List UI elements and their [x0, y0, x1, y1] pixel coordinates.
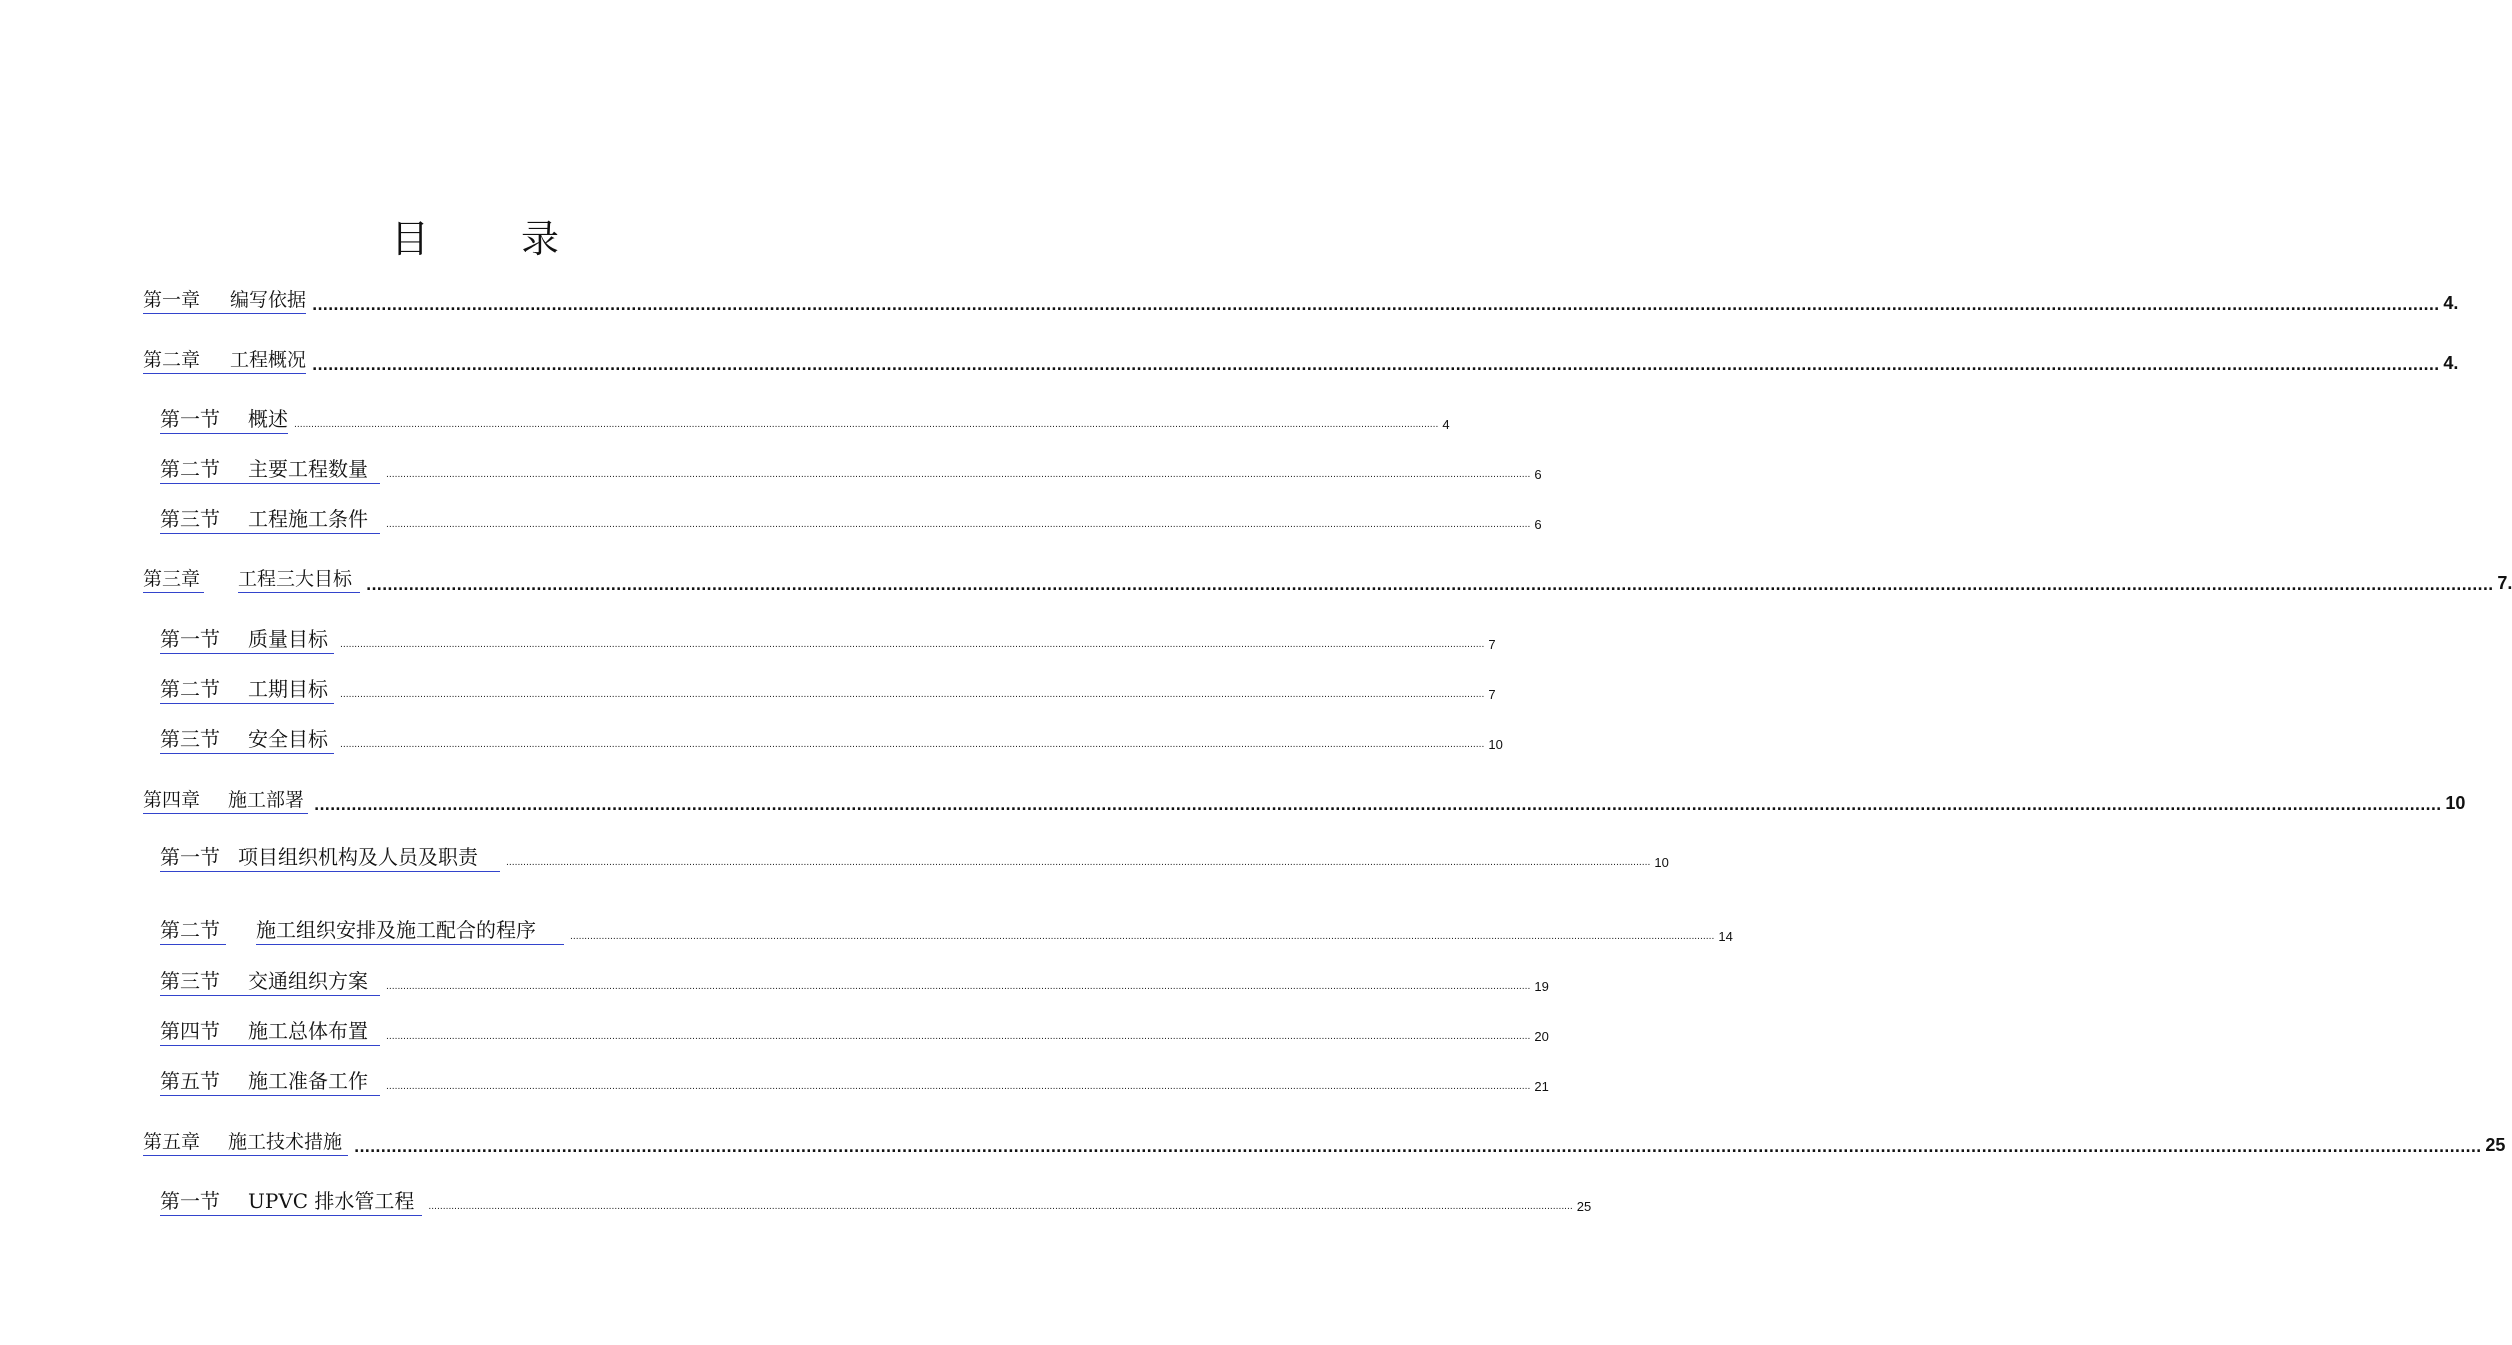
toc-entry-section[interactable] — [160, 457, 1542, 484]
toc-link[interactable] — [160, 1065, 380, 1096]
toc-link[interactable] — [160, 673, 334, 704]
toc-link[interactable] — [143, 564, 360, 594]
toc-page-number: 25 — [2485, 1135, 2506, 1155]
dot-leader: ................................................................................................................................................................................................................................................................................................................................................................................................................ — [386, 1032, 1531, 1042]
toc-number: 第二节 — [160, 457, 220, 481]
dot-leader: ................................................................................................................................................................................................................................................................................................................................................................................................................ — [428, 1202, 1573, 1212]
toc-page-number: 21 — [1534, 1079, 1549, 1094]
toc-link[interactable] — [160, 453, 380, 484]
toc-link[interactable] — [143, 1127, 348, 1156]
toc-link[interactable] — [160, 723, 334, 754]
toc-number: 第三章 — [143, 564, 204, 593]
toc-page-number: 10 — [2445, 793, 2466, 813]
toc-name: 工程施工条件 — [248, 507, 368, 531]
dot-leader: ................................................................................................................................................................................................................................................................................................................................................................................................................ — [386, 520, 1531, 530]
toc-entry-section[interactable] — [160, 969, 1549, 996]
dot-leader: ................................................................................................................................................................................................................................................................................................................................................................................................................ — [354, 1140, 2482, 1156]
toc-number: 第一节 — [160, 845, 220, 869]
dot-leader: ................................................................................................................................................................................................................................................................................................................................................................................................................ — [386, 470, 1531, 480]
toc-entry-chapter-4[interactable] — [143, 788, 2466, 814]
dot-leader: ................................................................................................................................................................................................................................................................................................................................................................................................................ — [570, 932, 1715, 942]
toc-link[interactable] — [160, 403, 288, 434]
dot-leader: ................................................................................................................................................................................................................................................................................................................................................................................................................ — [340, 640, 1485, 650]
toc-link[interactable] — [160, 1015, 380, 1046]
toc-entry-section[interactable] — [160, 1019, 1549, 1046]
toc-name: 交通组织方案 — [248, 969, 368, 993]
toc-link[interactable] — [160, 503, 380, 534]
dot-leader: ................................................................................................................................................................................................................................................................................................................................................................................................................ — [340, 740, 1485, 750]
toc-link[interactable] — [143, 785, 308, 814]
toc-name: 工程三大目标 — [238, 564, 360, 593]
toc-entry-chapter-3[interactable] — [143, 568, 2512, 594]
toc-entry-section[interactable] — [160, 407, 1450, 434]
toc-link[interactable] — [160, 1185, 422, 1216]
toc-number: 第一节 — [160, 627, 220, 651]
toc-number: 第一节 — [160, 1189, 220, 1213]
toc-entry-section[interactable] — [160, 727, 1503, 754]
toc-number: 第五章 — [143, 1131, 201, 1153]
toc-name: 施工总体布置 — [248, 1019, 368, 1043]
toc-entry-chapter-5[interactable] — [143, 1130, 2506, 1156]
toc-number: 第一节 — [160, 407, 220, 431]
toc-number: 第三节 — [160, 507, 220, 531]
dot-leader: ................................................................................................................................................................................................................................................................................................................................................................................................................ — [312, 358, 2440, 374]
toc-entry-section[interactable] — [160, 507, 1542, 534]
toc-number: 第二节 — [160, 914, 226, 945]
toc-name: 工程概况 — [230, 349, 307, 371]
toc-page-number: 6 — [1534, 467, 1542, 482]
toc-link[interactable] — [160, 914, 564, 946]
toc-name: 安全目标 — [248, 727, 328, 751]
toc-number: 第二节 — [160, 677, 220, 701]
page-title: 目 录 — [390, 217, 600, 261]
toc-page-number: 7 — [1488, 687, 1496, 702]
toc-name: 工期目标 — [248, 677, 328, 701]
dot-leader: ................................................................................................................................................................................................................................................................................................................................................................................................................ — [386, 1082, 1531, 1092]
toc-link[interactable] — [160, 623, 334, 654]
toc-number: 第五节 — [160, 1069, 220, 1093]
toc-number: 第三节 — [160, 727, 220, 751]
toc-page-number: 14 — [1718, 929, 1733, 944]
toc-entry-chapter-1[interactable] — [143, 288, 2459, 314]
toc-number: 第二章 — [143, 349, 201, 371]
toc-link[interactable] — [143, 285, 306, 314]
toc-entry-section[interactable] — [160, 845, 1669, 872]
toc-entry-section[interactable] — [160, 918, 1733, 946]
dot-leader: ................................................................................................................................................................................................................................................................................................................................................................................................................ — [340, 690, 1485, 700]
toc-entry-chapter-2[interactable] — [143, 348, 2459, 374]
toc-number: 第一章 — [143, 289, 201, 311]
toc-name: 施工组织安排及施工配合的程序 — [256, 914, 564, 945]
toc-entry-section[interactable] — [160, 1189, 1592, 1216]
toc-number: 第四节 — [160, 1019, 220, 1043]
toc-page-number: 10 — [1488, 737, 1503, 752]
dot-leader: ................................................................................................................................................................................................................................................................................................................................................................................................................ — [506, 858, 1651, 868]
toc-link[interactable] — [160, 841, 500, 872]
toc-name: 施工技术措施 — [228, 1131, 343, 1153]
toc-number: 第四章 — [143, 789, 201, 811]
toc-link[interactable] — [160, 965, 380, 996]
toc-number: 第三节 — [160, 969, 220, 993]
toc-page-number: 6 — [1534, 517, 1542, 532]
toc-entry-section[interactable] — [160, 1069, 1549, 1096]
toc-page-number: 4. — [2443, 353, 2459, 373]
toc-link[interactable] — [143, 345, 306, 374]
toc-name: 编写依据 — [230, 289, 307, 311]
dot-leader: ................................................................................................................................................................................................................................................................................................................................................................................................................ — [366, 578, 2494, 594]
toc-page-number: 7. — [2497, 573, 2512, 593]
toc-entry-section[interactable] — [160, 627, 1496, 654]
toc-name: 概述 — [248, 407, 288, 431]
toc-page-number: 10 — [1654, 855, 1669, 870]
dot-leader: ................................................................................................................................................................................................................................................................................................................................................................................................................ — [312, 298, 2440, 314]
toc-name: 施工准备工作 — [248, 1069, 368, 1093]
toc-page-number: 7 — [1488, 637, 1496, 652]
toc-name: UPVC 排水管工程 — [248, 1189, 415, 1213]
dot-leader: ................................................................................................................................................................................................................................................................................................................................................................................................................ — [386, 982, 1531, 992]
toc-name: 主要工程数量 — [248, 457, 368, 481]
toc-name: 质量目标 — [248, 627, 328, 651]
dot-leader: ................................................................................................................................................................................................................................................................................................................................................................................................................ — [294, 420, 1439, 430]
toc-page-number: 19 — [1534, 979, 1549, 994]
toc-entry-section[interactable] — [160, 677, 1496, 704]
dot-leader: ................................................................................................................................................................................................................................................................................................................................................................................................................ — [314, 798, 2442, 814]
toc-page-number: 20 — [1534, 1029, 1549, 1044]
toc-name: 项目组织机构及人员及职责 — [238, 845, 478, 869]
toc-name: 施工部署 — [228, 789, 305, 811]
toc-page-number: 25 — [1576, 1199, 1592, 1214]
toc-page-number: 4 — [1442, 417, 1450, 432]
toc-page-number: 4. — [2443, 293, 2459, 313]
